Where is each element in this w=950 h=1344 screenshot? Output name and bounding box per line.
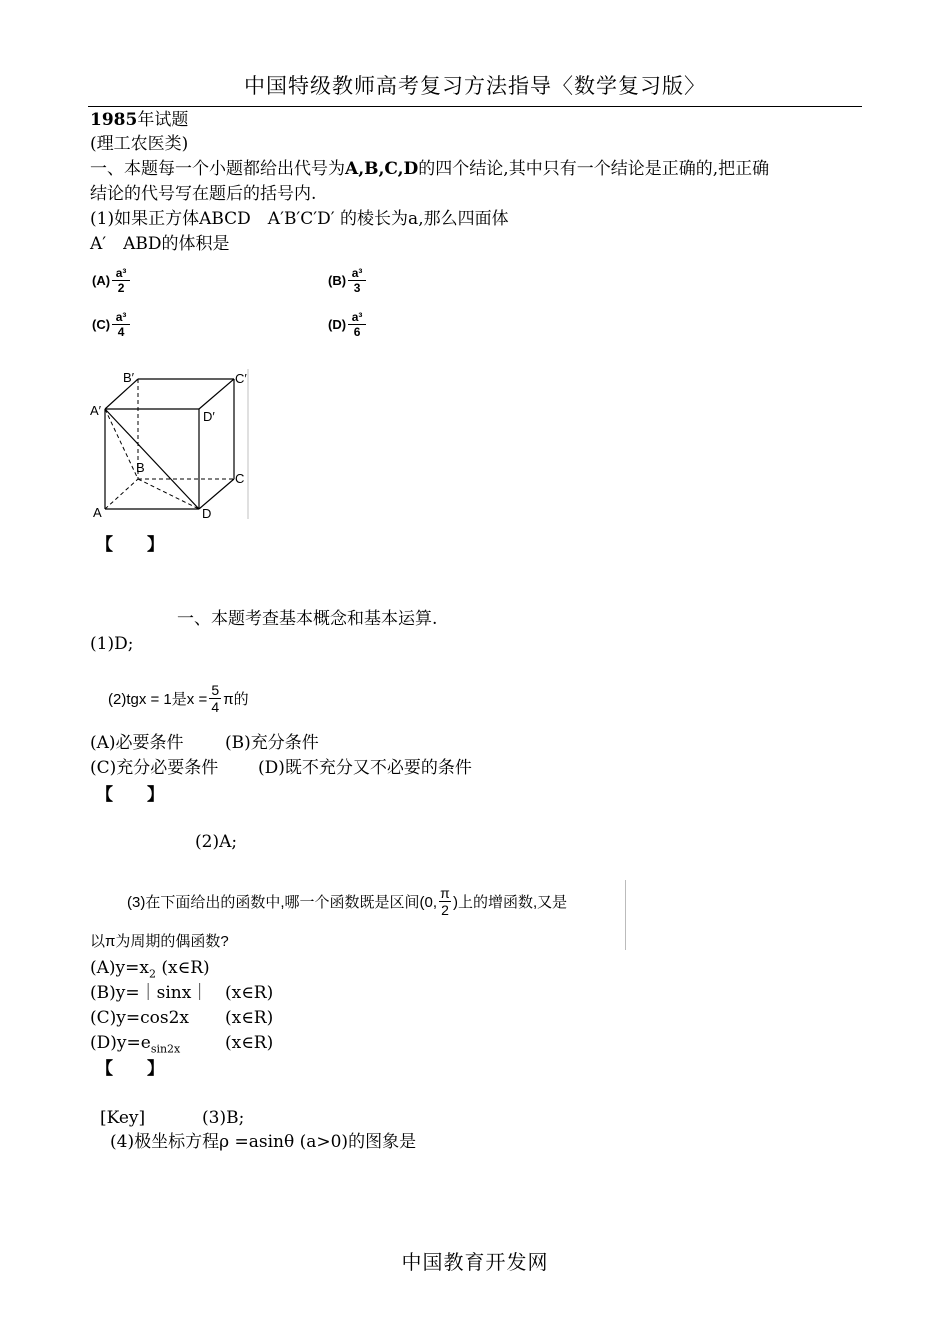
section-category: (理工农医类) bbox=[90, 134, 189, 154]
option-label: (C) bbox=[92, 317, 111, 332]
q3-option-b: (B)y=｜sinx｜ bbox=[90, 983, 209, 1003]
q2-stem bbox=[108, 682, 249, 715]
option-text: (A)y=x bbox=[90, 958, 149, 978]
instruction-codes: A,B,C,D bbox=[345, 159, 419, 179]
answer-3: (3)B; bbox=[202, 1108, 245, 1128]
label-a: A bbox=[93, 505, 102, 520]
q3-answer-bracket: 【 】 bbox=[96, 1059, 164, 1079]
subscript: sin2x bbox=[150, 1042, 181, 1056]
numerator: π bbox=[440, 885, 450, 901]
fraction bbox=[112, 310, 130, 339]
q1-line1: (1)如果正方体ABCD A′B′C′D′ 的棱长为a,那么四面体 bbox=[90, 209, 509, 229]
denominator: 3 bbox=[353, 281, 361, 295]
answer-3-key: [Key] bbox=[100, 1108, 146, 1128]
q3-option-c: (C)y=cos2x bbox=[90, 1008, 190, 1028]
numerator: a³ bbox=[351, 266, 363, 280]
q2-stem-post: π的 bbox=[223, 691, 249, 708]
label-b: B bbox=[136, 460, 145, 475]
label-c: C bbox=[235, 471, 245, 486]
q3-option-c-domain: (x∈R) bbox=[225, 1008, 274, 1028]
subscript: 2 bbox=[148, 967, 156, 981]
q1-option-b bbox=[328, 266, 366, 295]
q3-option-d-domain: (x∈R) bbox=[225, 1033, 274, 1053]
numerator: a³ bbox=[115, 266, 127, 280]
instruction-pre: 一、本题每一个小题都给出代号为 bbox=[90, 159, 345, 179]
fraction bbox=[112, 266, 130, 295]
numerator: 5 bbox=[211, 682, 220, 698]
q4-stem: (4)极坐标方程ρ =asinθ (a>0)的图象是 bbox=[110, 1132, 417, 1152]
q1-option-c bbox=[92, 310, 130, 339]
header-rule bbox=[88, 106, 862, 107]
section-title bbox=[90, 108, 188, 132]
q1-answer-bracket: 【 】 bbox=[96, 535, 164, 555]
denominator: 4 bbox=[117, 325, 125, 339]
fraction bbox=[348, 310, 366, 339]
denominator: 4 bbox=[211, 699, 220, 715]
option-label: (A) bbox=[92, 273, 111, 288]
q2-answer-bracket: 【 】 bbox=[96, 785, 164, 805]
q2-option-b: (B)充分条件 bbox=[225, 733, 319, 753]
answer-1: (1)D; bbox=[90, 634, 134, 654]
instruction-line2: 结论的代号写在题后的括号内. bbox=[90, 184, 317, 204]
label-a-prime: A′ bbox=[90, 403, 102, 418]
page-header: 中国特级教师高考复习方法指导〈数学复习版〉 bbox=[244, 74, 706, 98]
label-b-prime: B′ bbox=[123, 370, 135, 385]
instruction-post: 的四个结论,其中只有一个结论是正确的,把正确 bbox=[418, 159, 770, 179]
q3-stem-pre: (3)在下面给出的函数中,哪一个函数既是区间(0, bbox=[127, 894, 438, 911]
option-label: (D) bbox=[328, 317, 347, 332]
q1-option-d bbox=[328, 310, 366, 339]
section-year: 1985 bbox=[90, 110, 138, 130]
q2-option-c: (C)充分必要条件 bbox=[90, 758, 219, 778]
label-d-prime: D′ bbox=[203, 409, 215, 424]
section-year-suffix: 年试题 bbox=[137, 110, 189, 130]
numerator: a³ bbox=[115, 310, 127, 324]
q1-option-a bbox=[92, 266, 130, 295]
instruction-line1 bbox=[90, 157, 769, 181]
denominator: 6 bbox=[353, 325, 361, 339]
q2-option-a: (A)必要条件 bbox=[90, 733, 184, 753]
option-label: (B) bbox=[328, 273, 347, 288]
q3-stem bbox=[127, 885, 567, 918]
option-text: (D)y=e bbox=[90, 1033, 151, 1053]
label-d: D bbox=[202, 506, 212, 521]
q2-stem-pre: (2)tgx = 1是x = bbox=[108, 691, 208, 708]
q3-option-b-domain: (x∈R) bbox=[225, 983, 274, 1003]
q3-stem-line2: 以π为周期的偶函数? bbox=[90, 933, 229, 950]
page-footer: 中国教育开发网 bbox=[401, 1250, 549, 1274]
fraction bbox=[439, 885, 451, 918]
answer-2: (2)A; bbox=[195, 832, 238, 852]
label-c-prime: C′ bbox=[235, 371, 247, 386]
q2-option-d: (D)既不充分又不必要的条件 bbox=[258, 758, 472, 778]
option-domain: (x∈R) bbox=[155, 958, 210, 978]
answer-intro: 一、本题考查基本概念和基本运算. bbox=[177, 609, 438, 629]
q3-stem-post: )上的增函数,又是 bbox=[453, 894, 568, 911]
cube-figure bbox=[88, 364, 258, 524]
denominator: 2 bbox=[441, 902, 449, 918]
numerator: a³ bbox=[351, 310, 363, 324]
denominator: 2 bbox=[117, 281, 125, 295]
fraction bbox=[348, 266, 366, 295]
fraction bbox=[209, 682, 221, 715]
q1-line2: A′ ABD的体积是 bbox=[90, 234, 230, 254]
q3-figure-border bbox=[625, 880, 626, 950]
